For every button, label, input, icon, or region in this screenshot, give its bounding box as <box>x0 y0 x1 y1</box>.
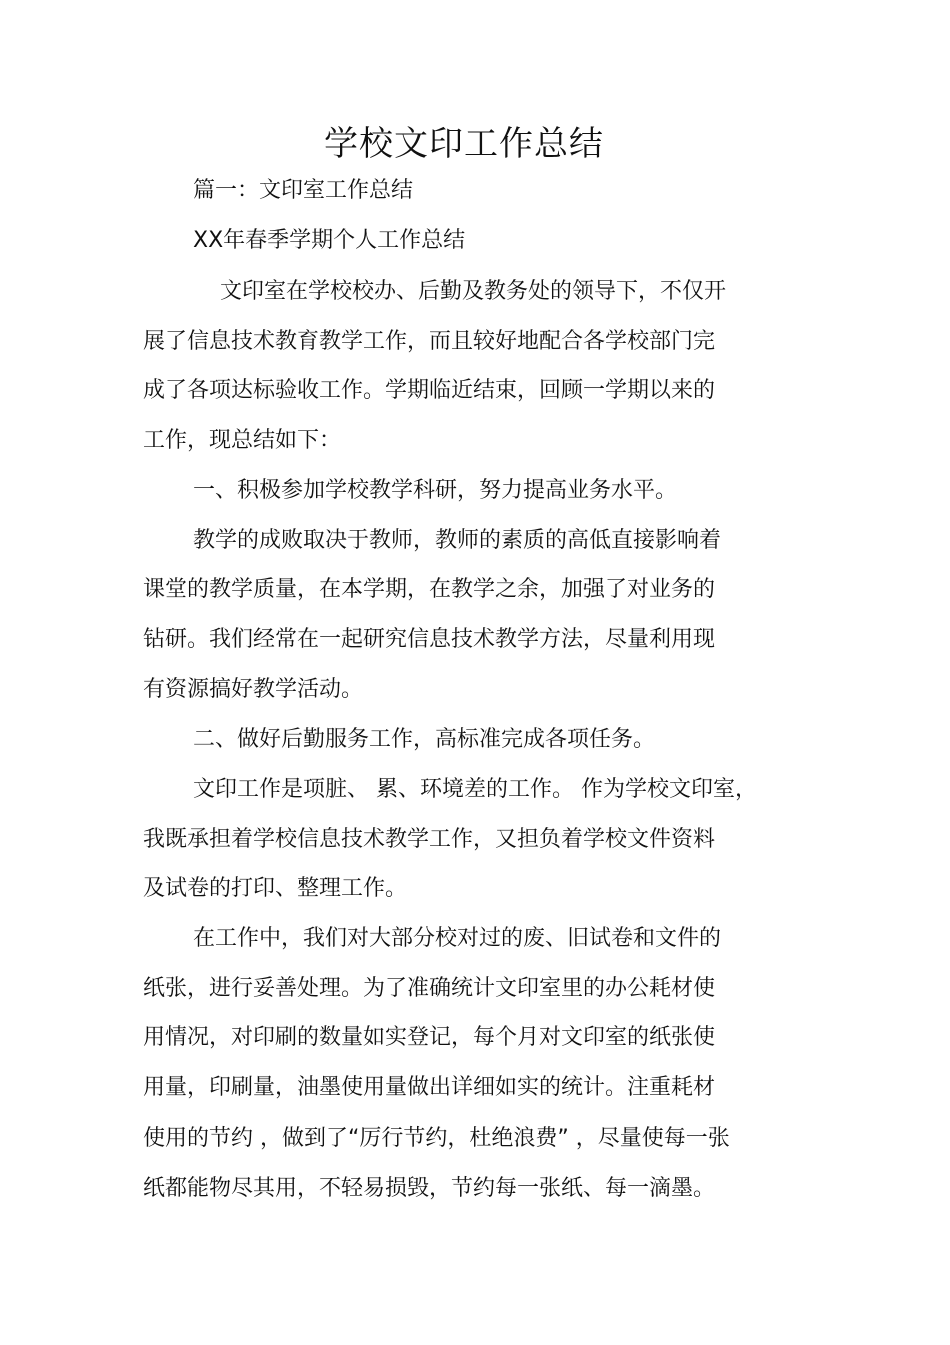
subtitle-line: XX年春季学期个人工作总结 <box>193 228 466 253</box>
paragraph-line: 用量，印刷量，油墨使用量做出详细如实的统计。注重耗材 <box>143 1075 716 1100</box>
paragraph-line: 文印室在学校校办、后勤及教务处的领导下，不仅开 <box>220 279 727 304</box>
paragraph-line: 教学的成败取决于教师，教师的素质的高低直接影响着 <box>193 528 722 553</box>
paragraph-line: 工作，现总结如下： <box>143 428 342 453</box>
paragraph-line: 展了信息技术教育教学工作，而且较好地配合各学校部门完 <box>143 329 716 354</box>
paragraph-line: 有资源搞好教学活动。 <box>143 677 364 702</box>
paragraph-line: 用情况，对印刷的数量如实登记，每个月对文印室的纸张使 <box>143 1025 716 1050</box>
paragraph-line: 我既承担着学校信息技术教学工作，又担负着学校文件资料 <box>143 827 716 852</box>
paragraph-line: 纸张，进行妥善处理。为了准确统计文印室里的办公耗材使 <box>143 976 716 1001</box>
section-heading-1: 篇一：文印室工作总结 <box>193 178 414 203</box>
paragraph-line: 使用的节约 ，做到了“厉行节约，杜绝浪费” ，尽量使每一张 <box>143 1126 730 1151</box>
document-title: 学校文印工作总结 <box>324 124 604 164</box>
section-heading-3: 二、做好后勤服务工作，高标准完成各项任务。 <box>193 727 656 752</box>
paragraph-line: 纸都能物尽其用，不轻易损毁，节约每一张纸、每一滴墨。 <box>143 1176 716 1201</box>
paragraph-line: 及试卷的打印、整理工作。 <box>143 876 408 901</box>
paragraph-line: 在工作中，我们对大部分校对过的废、旧试卷和文件的 <box>193 926 722 951</box>
section-heading-2: 一、积极参加学校教学科研，努力提高业务水平。 <box>193 478 678 503</box>
paragraph-line: 课堂的教学质量，在本学期，在教学之余，加强了对业务的 <box>143 577 716 602</box>
paragraph-line: 文印工作是项脏、 累、环境差的工作。 作为学校文印室， <box>193 777 757 802</box>
paragraph-line: 钻研。我们经常在一起研究信息技术教学方法，尽量利用现 <box>143 627 716 652</box>
paragraph-line: 成了各项达标验收工作。学期临近结束，回顾一学期以来的 <box>143 378 716 403</box>
